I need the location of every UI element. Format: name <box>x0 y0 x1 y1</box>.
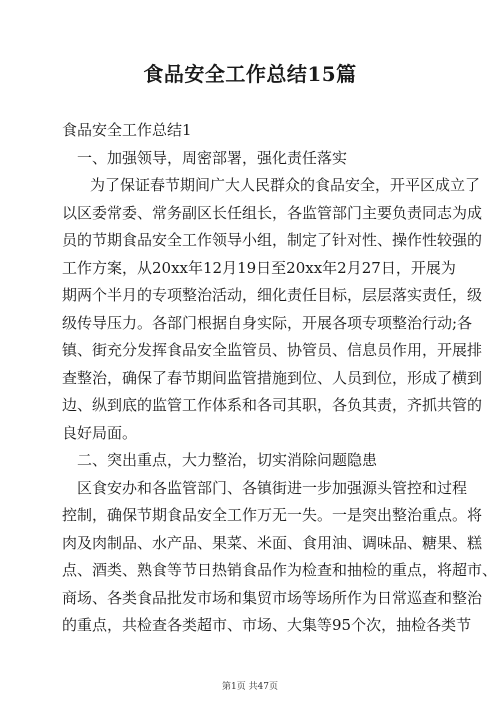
document-title: 食品安全工作总结15篇 <box>143 62 357 86</box>
paragraph-line: 商场、各类食品批发市场和集贸市场等场所作为日常巡查和整治 <box>62 588 483 607</box>
document-body <box>62 117 498 640</box>
section1-heading: 一、加强领导，周密部署，强化责任落实 <box>77 148 348 167</box>
section-subtitle: 食品安全工作总结1 <box>62 121 192 139</box>
paragraph-line: 员的节期食品安全工作领导小组，制定了针对性、操作性较强的 <box>62 231 483 249</box>
paragraph-line: 良好局面。 <box>62 423 138 442</box>
paragraph-line: 点、酒类、熟食等节日热销食品作为检查和抽检的重点，将超市、 <box>62 561 498 579</box>
paragraph-line: 工作方案，从20xx年12月19日至20xx年2月27日，开展为 <box>62 258 456 277</box>
paragraph-line: 查整治，确保了春节期间监管措施到位、人员到位，形成了横到 <box>62 368 483 387</box>
paragraph-line: 镇、街充分发挥食品安全监管员、协管员、信息员作用，开展排 <box>62 341 483 359</box>
paragraph-line: 期两个半月的专项整治活动，细化责任目标，层层落实责任，级 <box>62 286 483 304</box>
paragraph-line: 边、纵到底的监管工作体系和各司其职，各负其责，齐抓共管的 <box>62 396 483 414</box>
paragraph-line: 的重点，共检查各类超市、市场、大集等95个次，抽检各类节 <box>62 616 472 634</box>
section2-heading: 二、突出重点，大力整治，切实消除问题隐患 <box>77 451 378 469</box>
paragraph-line: 级传导压力。各部门根据自身实际，开展各项专项整治行动;各 <box>62 313 473 332</box>
paragraph-line: 肉及肉制品、水产品、果菜、米面、食用油、调味品、糖果、糕 <box>62 533 483 552</box>
paragraph-line: 以区委常委、常务副区长任组长，各监管部门主要负责同志为成 <box>62 203 483 222</box>
paragraph-line: 控制，确保节期食品安全工作万无一失。一是突出整治重点。将 <box>62 506 483 524</box>
page-number-footer: 第1页 共47页 <box>221 682 279 692</box>
paragraph-line: 为了保证春节期间广大人民群众的食品安全，开平区成立了 <box>90 176 481 194</box>
paragraph-line: 区食安办和各监管部门、各镇街进一步加强源头管控和过程 <box>77 478 468 497</box>
